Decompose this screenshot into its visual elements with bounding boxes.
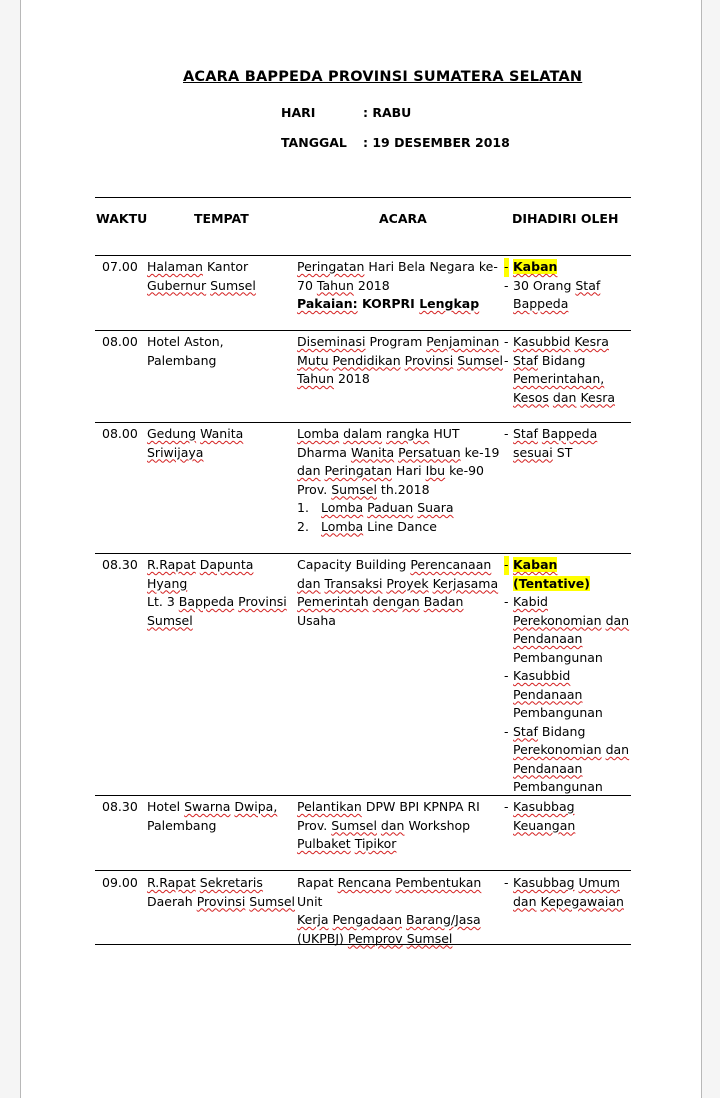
place-line: Halaman Kantor — [147, 259, 249, 274]
attendee-line: Kesos dan Kesra — [513, 389, 616, 405]
list-number: 1. — [297, 500, 309, 515]
table-top-rule — [95, 197, 631, 198]
event-line: Prov. Sumsel dan Workshop — [297, 817, 471, 833]
event-list-item — [297, 499, 503, 518]
time-cell: 09.00 — [102, 875, 138, 890]
attendee-item — [504, 258, 634, 277]
date-value: : 19 DESEMBER 2018 — [363, 135, 510, 150]
attendees-cell — [504, 556, 634, 797]
place-line: Gubernur Sumsel — [147, 277, 256, 293]
event-line: Prov. Sumsel th.2018 — [297, 481, 430, 497]
place-line: R.Rapat Dapunta Hyang — [147, 557, 254, 591]
bullet-dash: - — [504, 556, 509, 575]
place-cell — [147, 874, 295, 911]
attendee-line: Staf Bappeda — [513, 426, 598, 441]
header-tempat: TEMPAT — [194, 211, 249, 226]
bullet-dash: - — [504, 799, 509, 814]
event-line: Tahun 2018 — [297, 371, 370, 386]
attendee-line: Kaban — [513, 259, 558, 274]
event-line: Pelantikan DPW BPI KPNPA RI — [297, 799, 480, 814]
header-acara: ACARA — [379, 211, 427, 226]
event-line: Peringatan Hari Bela Negara ke- — [297, 259, 498, 274]
event-line: Kerja Pengadaan Barang/Jasa — [297, 912, 481, 927]
attendee-line: Pemerintahan, — [513, 371, 605, 386]
day-label: HARI — [281, 105, 316, 120]
place-cell — [147, 556, 295, 630]
bullet-dash: - — [504, 352, 509, 368]
attendee-line: Staf Bidang — [513, 352, 586, 368]
date-label: TANGGAL — [281, 135, 347, 150]
attendees-cell — [504, 425, 634, 462]
event-line: Pulbaket Tipikor — [297, 836, 397, 851]
attendee-line: Kasubbag Umum — [513, 875, 620, 890]
attendee-line: Perekonomian dan — [513, 742, 630, 757]
place-line: Hotel Swarna Dwipa, — [147, 799, 278, 814]
row-rule — [95, 553, 631, 554]
attendee-line: Kaban (Tentative) — [513, 557, 590, 591]
place-line: Daerah Provinsi Sumsel — [147, 893, 295, 909]
bullet-dash: - — [504, 258, 509, 277]
bullet-dash: - — [504, 277, 509, 293]
attendee-line: Kasubbid — [513, 668, 571, 683]
event-line: dan Peringatan Hari Ibu ke-90 — [297, 463, 484, 478]
attendees-cell — [504, 258, 634, 314]
place-line: Sriwijaya — [147, 444, 204, 460]
day-value: : RABU — [363, 105, 412, 120]
event-cell — [297, 874, 503, 948]
attendee-line: Perekonomian dan — [513, 612, 630, 628]
attendee-line: 30 Orang Staf — [513, 277, 601, 293]
bullet-dash: - — [504, 668, 509, 683]
attendee-line: Pendanaan — [513, 631, 583, 646]
attendee-item — [504, 593, 634, 667]
attendee-item — [504, 667, 634, 723]
event-line: Capacity Building Perencanaan — [297, 557, 492, 572]
time-cell: 08.00 — [102, 426, 138, 441]
place-line: Hotel Aston, Palembang — [147, 334, 224, 368]
place-line: R.Rapat Sekretaris — [147, 875, 263, 890]
place-cell — [147, 333, 295, 370]
attendee-line: Staf Bidang — [513, 723, 586, 739]
list-number: 2. — [297, 518, 309, 534]
event-line: dan Transaksi Proyek Kerjasama — [297, 575, 499, 591]
event-line: 70 Tahun 2018 — [297, 277, 390, 293]
row-rule — [95, 870, 631, 871]
place-cell — [147, 798, 295, 835]
time-cell: 08.30 — [102, 557, 138, 572]
time-cell: 08.00 — [102, 334, 138, 349]
event-cell — [297, 556, 503, 630]
attendee-item — [504, 333, 634, 352]
time-cell: 07.00 — [102, 259, 138, 274]
event-line: Rapat Rencana Pembentukan Unit — [297, 875, 482, 909]
attendee-line: sesuai ST — [513, 444, 573, 460]
time-cell: 08.30 — [102, 799, 138, 814]
attendee-item — [504, 556, 634, 593]
attendee-line: Pendanaan — [513, 686, 583, 702]
event-list-item — [297, 518, 503, 537]
event-line: Diseminasi Program Penjaminan — [297, 334, 500, 349]
bullet-dash: - — [504, 875, 509, 890]
attendee-line: Bappeda — [513, 296, 569, 311]
document-title: ACARA BAPPEDA PROVINSI SUMATERA SELATAN — [183, 69, 583, 85]
attendee-line: Kasubbid Kesra — [513, 334, 609, 349]
header-bottom-rule — [95, 255, 631, 256]
header-dihadiri-oleh: DIHADIRI OLEH — [512, 211, 619, 226]
event-line: (UKPBJ) Pemprov Sumsel — [297, 930, 453, 946]
attendees-cell — [504, 333, 634, 407]
place-cell — [147, 425, 295, 462]
list-text: Lomba Paduan Suara — [321, 500, 454, 515]
attendees-cell — [504, 874, 634, 911]
bullet-dash: - — [504, 334, 509, 349]
place-cell — [147, 258, 295, 295]
header-waktu: WAKTU — [96, 211, 148, 226]
attendee-line: Pembangunan — [513, 649, 603, 665]
attendee-item — [504, 277, 634, 314]
day-row — [281, 105, 411, 120]
place-line: Gedung Wanita — [147, 426, 244, 441]
event-line: Pemerintah dengan Badan Usaha — [297, 594, 464, 628]
event-line: Dharma Wanita Persatuan ke-19 — [297, 444, 500, 460]
event-line: Mutu Pendidikan Provinsi Sumsel — [297, 352, 503, 368]
attendee-item — [504, 352, 634, 408]
attendee-line: Pembangunan — [513, 705, 603, 720]
place-line: Sumsel — [147, 612, 193, 628]
attendee-line: Kabid — [513, 594, 548, 609]
attendee-item — [504, 723, 634, 797]
attendee-line: Keuangan — [513, 817, 576, 833]
bullet-dash: - — [504, 594, 509, 609]
attendee-line: dan Kepegawaian — [513, 893, 624, 909]
event-line: Lomba dalam rangka HUT — [297, 426, 460, 441]
attendee-item — [504, 425, 634, 462]
event-cell — [297, 258, 503, 314]
event-cell — [297, 798, 503, 854]
attendee-line: Kasubbag — [513, 799, 575, 814]
event-cell — [297, 333, 503, 389]
dress-code: Pakaian: KORPRI Lengkap — [297, 296, 480, 311]
row-rule — [95, 944, 631, 945]
attendees-cell — [504, 798, 634, 835]
list-text: Lomba Line Dance — [321, 518, 437, 534]
attendee-item — [504, 874, 634, 911]
bullet-dash: - — [504, 426, 509, 441]
place-line: Lt. 3 Bappeda Provinsi — [147, 594, 287, 609]
attendee-line: Pembangunan — [513, 779, 603, 794]
attendee-line: Pendanaan — [513, 760, 583, 776]
row-rule — [95, 422, 631, 423]
bullet-dash: - — [504, 723, 509, 739]
row-rule — [95, 330, 631, 331]
event-cell — [297, 425, 503, 536]
date-row — [281, 135, 510, 150]
place-line: Palembang — [147, 817, 217, 833]
attendee-item — [504, 798, 634, 835]
row-rule — [95, 795, 631, 796]
